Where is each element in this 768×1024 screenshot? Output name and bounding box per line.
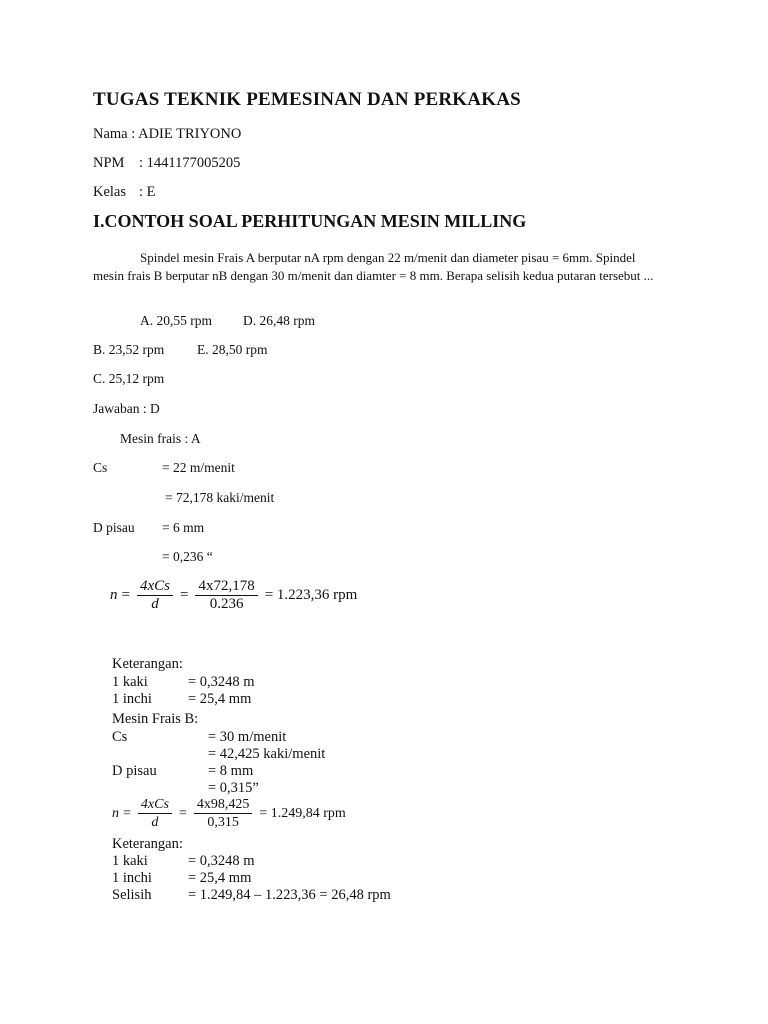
option-a: A. 20,55 rpm [140, 313, 212, 328]
keterangan-heading-2: Keterangan: [112, 836, 183, 852]
inchi-label-2: 1 inchi [112, 870, 152, 886]
question-text: Spindel mesin Frais A berputar nA rpm dengan 22 m/menit dan diameter pisau = 6mm. Spindel mesin frais B berputar nB dengan 30 m/menit dan diamter = 8 mm. Berapa selisih kedua putaran tersebut ... [93, 250, 654, 283]
cs-b-value-feet: = 42,425 kaki/menit [208, 746, 326, 762]
formula-result: = 1.223,36 rpm [264, 587, 358, 603]
formula-machine-b [112, 796, 346, 831]
formula-equals: = [123, 805, 131, 821]
cs-b-label: Cs [112, 729, 128, 745]
kaki-value: = 0,3248 m [188, 674, 255, 690]
d-pisau-b-inch: = 0,315” [208, 780, 259, 796]
option-e: E. 28,50 rpm [197, 342, 268, 357]
d-pisau-label: D pisau [93, 520, 135, 535]
option-b: B. 23,52 rpm [93, 342, 165, 357]
formula-n: n [112, 805, 119, 821]
formula-n: n [110, 587, 118, 603]
inchi-value: = 25,4 mm [188, 691, 252, 707]
npm-value: : 1441177005205 [139, 155, 241, 171]
fraction-numerator: 4x72,178 [195, 578, 257, 596]
fraction-denominator: 0.236 [209, 596, 244, 612]
formula-equals: = [179, 587, 189, 603]
fraction-numerator: 4xCs [138, 796, 172, 814]
page-title: TUGAS TEKNIK PEMESINAN DAN PERKAKAS [93, 89, 521, 110]
npm-label: NPM [93, 155, 125, 171]
inchi-value-2: = 25,4 mm [188, 870, 252, 886]
fraction-denominator: d [151, 815, 159, 830]
kelas-label: Kelas [93, 184, 127, 200]
name-line: Nama : ADIE TRIYONO [93, 126, 242, 142]
option-d: D. 26,48 rpm [243, 313, 315, 328]
answer-line: Jawaban : D [93, 401, 160, 416]
cs-label: Cs [93, 460, 108, 475]
question-paragraph [93, 249, 663, 284]
cs-b-value-meter: = 30 m/menit [208, 729, 287, 745]
option-c: C. 25,12 rpm [93, 371, 165, 386]
machine-b-heading: Mesin Frais B: [112, 711, 199, 727]
formula-equals: = [121, 587, 130, 603]
formula-equals: = [178, 805, 187, 821]
formula-result: = 1.249,84 rpm [259, 805, 346, 821]
keterangan-heading: Keterangan: [112, 656, 183, 672]
d-pisau-b-mm: = 8 mm [208, 763, 254, 779]
fraction-numerator: 4xCs [137, 578, 173, 596]
machine-a-heading: Mesin frais : A [120, 431, 201, 446]
fraction-numerator: 4x98,425 [194, 796, 253, 814]
fraction-speed-over-diameter [137, 578, 173, 613]
section-title: I.CONTOH SOAL PERHITUNGAN MESIN MILLING [93, 211, 527, 231]
d-pisau-b-label: D pisau [112, 763, 157, 779]
selisih-label: Selisih [112, 887, 152, 903]
cs-value-meter: = 22 m/menit [162, 460, 235, 475]
d-pisau-mm: = 6 mm [162, 520, 205, 535]
kaki-value-2: = 0,3248 m [188, 853, 255, 869]
d-pisau-inch: = 0,236 “ [162, 549, 213, 564]
fraction-denominator: d [151, 596, 159, 612]
fraction-values [195, 578, 257, 613]
kaki-label: 1 kaki [112, 674, 148, 690]
kaki-label-2: 1 kaki [112, 853, 148, 869]
fraction-denominator: 0,315 [207, 815, 239, 830]
fraction-values [194, 796, 253, 831]
inchi-label: 1 inchi [112, 691, 152, 707]
selisih-value: = 1.249,84 – 1.223,36 = 26,48 rpm [188, 887, 391, 903]
formula-machine-a [110, 578, 357, 613]
kelas-value: : E [139, 184, 156, 200]
cs-value-feet: = 72,178 kaki/menit [165, 490, 275, 505]
fraction-speed-over-diameter [138, 796, 172, 831]
